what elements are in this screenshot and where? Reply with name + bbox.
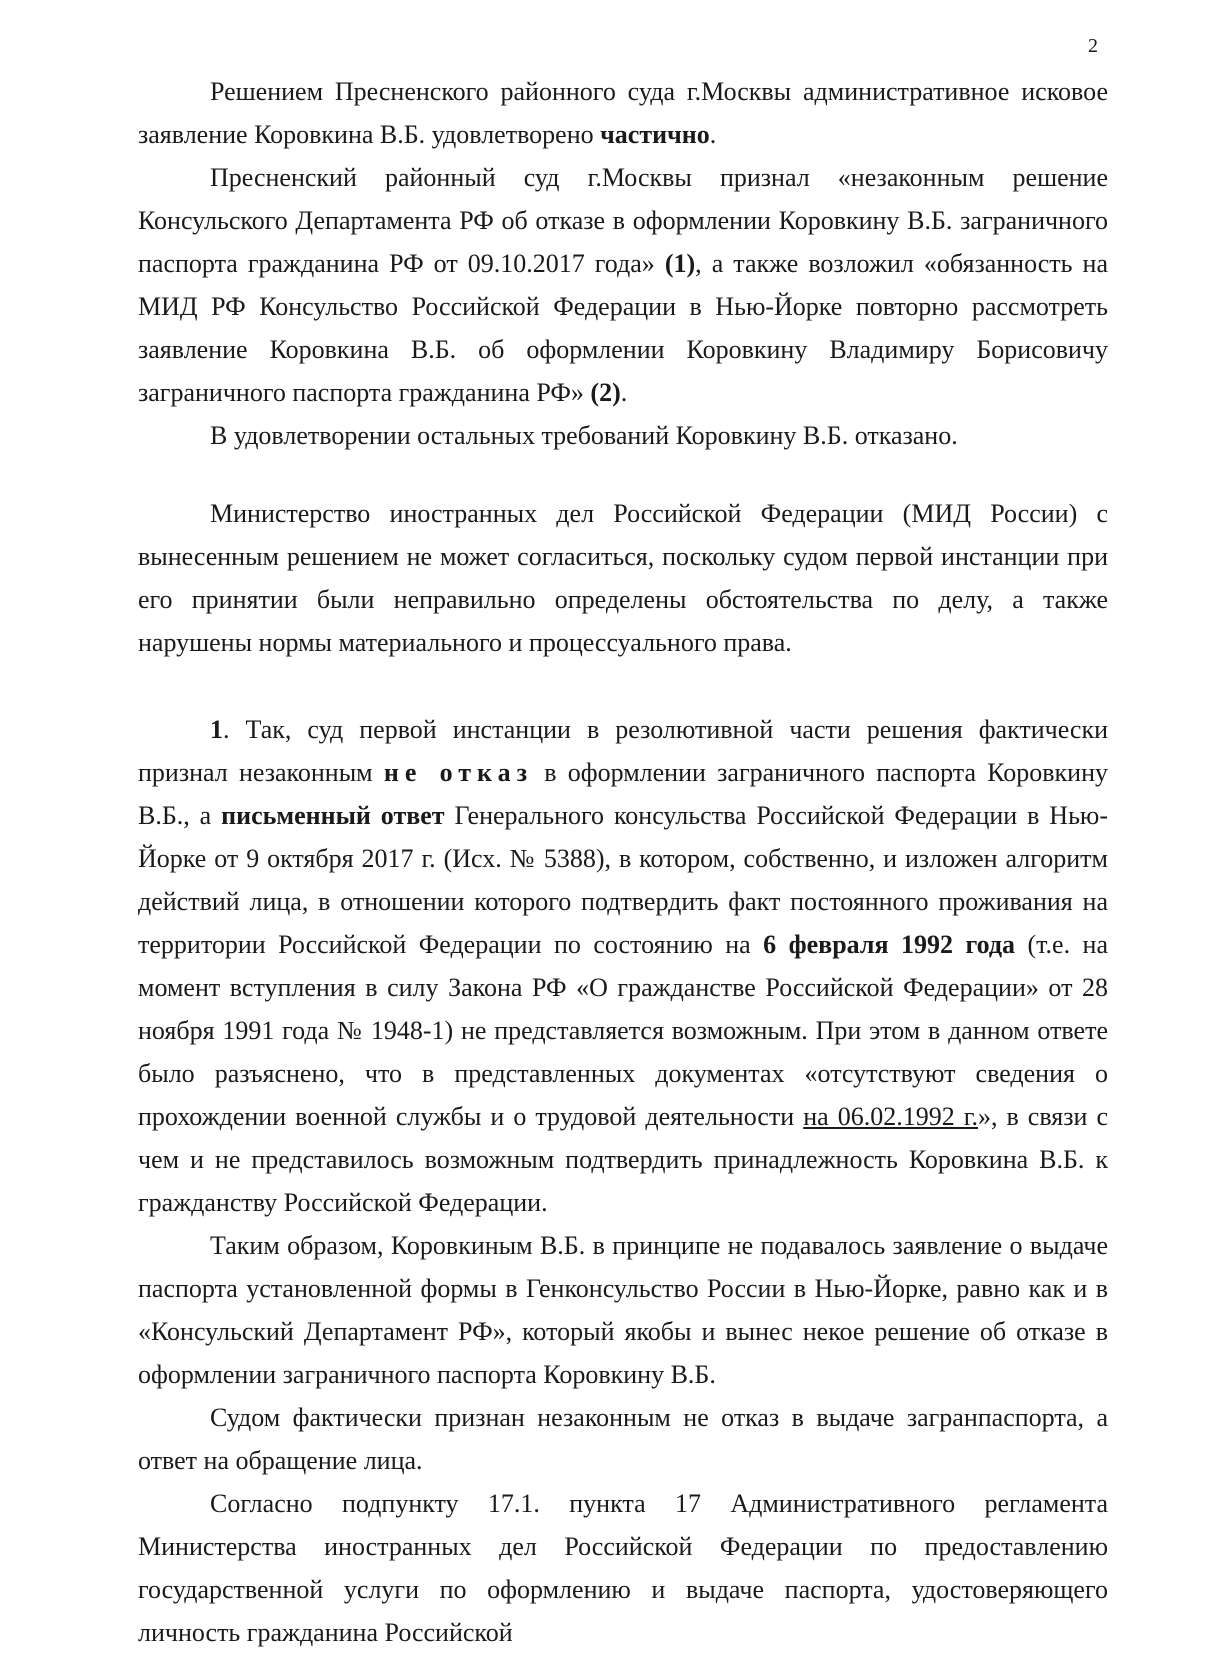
bold-text: частично — [600, 120, 710, 149]
paragraph-ministry-objection — [138, 492, 1108, 664]
bold-text: (2) — [590, 378, 621, 407]
bold-text: не отказ — [383, 758, 534, 787]
paragraph-court-ruling — [138, 156, 1108, 414]
bold-text: 1 — [210, 715, 223, 744]
paragraph-text: Таким образом, Коровкиным В.Б. в принципе не подавалось заявление о выдаче паспорта установленной формы в Генконсульство России в Нью-Йорке, равно как и в «Консульский Департамент РФ», который якобы и вынес некое решение об отказе в оформлении заграничного паспорта Коровкину В.Б. — [138, 1231, 1108, 1389]
bold-text: письменный ответ — [221, 801, 445, 830]
paragraph-denied-requirements — [138, 414, 1108, 457]
paragraph-text: В удовлетворении остальных требований Коровкину В.Б. отказано. — [210, 421, 958, 450]
paragraph-text: Пресненский районный суд г.Москвы признал «незаконным решение Консульского Департамента РФ об отказе в оформлении Коровкину В.Б. заграничного паспорта гражданина РФ от 09.10.2017 года» — [138, 163, 1108, 278]
paragraph-regulation — [138, 1482, 1108, 1654]
paragraph-text: », в связи с чем и не представилось возможным подтвердить принадлежность Коровкина В.Б. к гражданству Российской Федерации. — [138, 1102, 1108, 1217]
paragraph-court-decision — [138, 70, 1108, 156]
paragraph-text: , а также возложил «обязанность на МИД РФ Консульство Российской Федерации в Нью-Йорке повторно рассмотреть заявление Коровкина В.Б. об оформлении Коровкину Владимиру Борисовичу заграничного паспорта гражданина РФ» — [138, 249, 1108, 407]
paragraph-text: . — [620, 378, 628, 407]
paragraph-text: Решением Пресненского районного суда г.Москвы административное исковое заявление Коровкина В.Б. удовлетворено — [138, 77, 1108, 149]
paragraph-no-application — [138, 1224, 1108, 1396]
paragraph-text: Генерального консульства Российской Федерации в Нью-Йорке от 9 октября 2017 г. (Исх. № 5388), в котором, собственно, и изложен алгоритм действий лица, в отношении которого подтвердить факт постоянного проживания на территории Российской Федерации по состоянию на — [138, 801, 1109, 959]
paragraph-court-recognized — [138, 1396, 1108, 1482]
bold-text: 6 февраля 1992 года — [763, 930, 1016, 959]
underlined-text: на 06.02.1992 г. — [803, 1102, 978, 1131]
bold-text: (1) — [664, 249, 696, 278]
paragraph-text: Министерство иностранных дел Российской Федерации (МИД России) с вынесенным решением не может согласиться, поскольку судом первой инстанции при его принятии были неправильно определены обстоятельства по делу, а также нарушены нормы материального и процессуального права. — [138, 499, 1108, 657]
paragraph-point-1 — [138, 708, 1108, 1224]
paragraph-text: Согласно подпункту 17.1. пункта 17 Административного регламента Министерства иностранных дел Российской Федерации по предоставлению государственной услуги по оформлению и выдаче паспорта, удостоверяющего личность гражданина Российской — [138, 1489, 1108, 1647]
page-number: 2 — [1088, 35, 1098, 57]
document-body — [138, 70, 1108, 1654]
paragraph-text: Судом фактически признан незаконным не отказ в выдаче загранпаспорта, а ответ на обращение лица. — [138, 1403, 1108, 1475]
paragraph-text: . — [709, 120, 717, 149]
paragraph-text: . Так, суд первой инстанции в резолютивной части решения фактически признал незаконным — [138, 715, 1108, 787]
paragraph-text: (т.е. на момент вступления в силу Закона РФ «О гражданстве Российской Федерации» от 28 ноября 1991 года № 1948-1) не представляется возможным. При этом в данном ответе было разъяснено, что в представленных документах «отсутствуют сведения о прохождении военной службы и о трудовой деятельности — [138, 930, 1109, 1131]
paragraph-text: в оформлении заграничного паспорта Коровкину В.Б., а — [138, 758, 1108, 830]
